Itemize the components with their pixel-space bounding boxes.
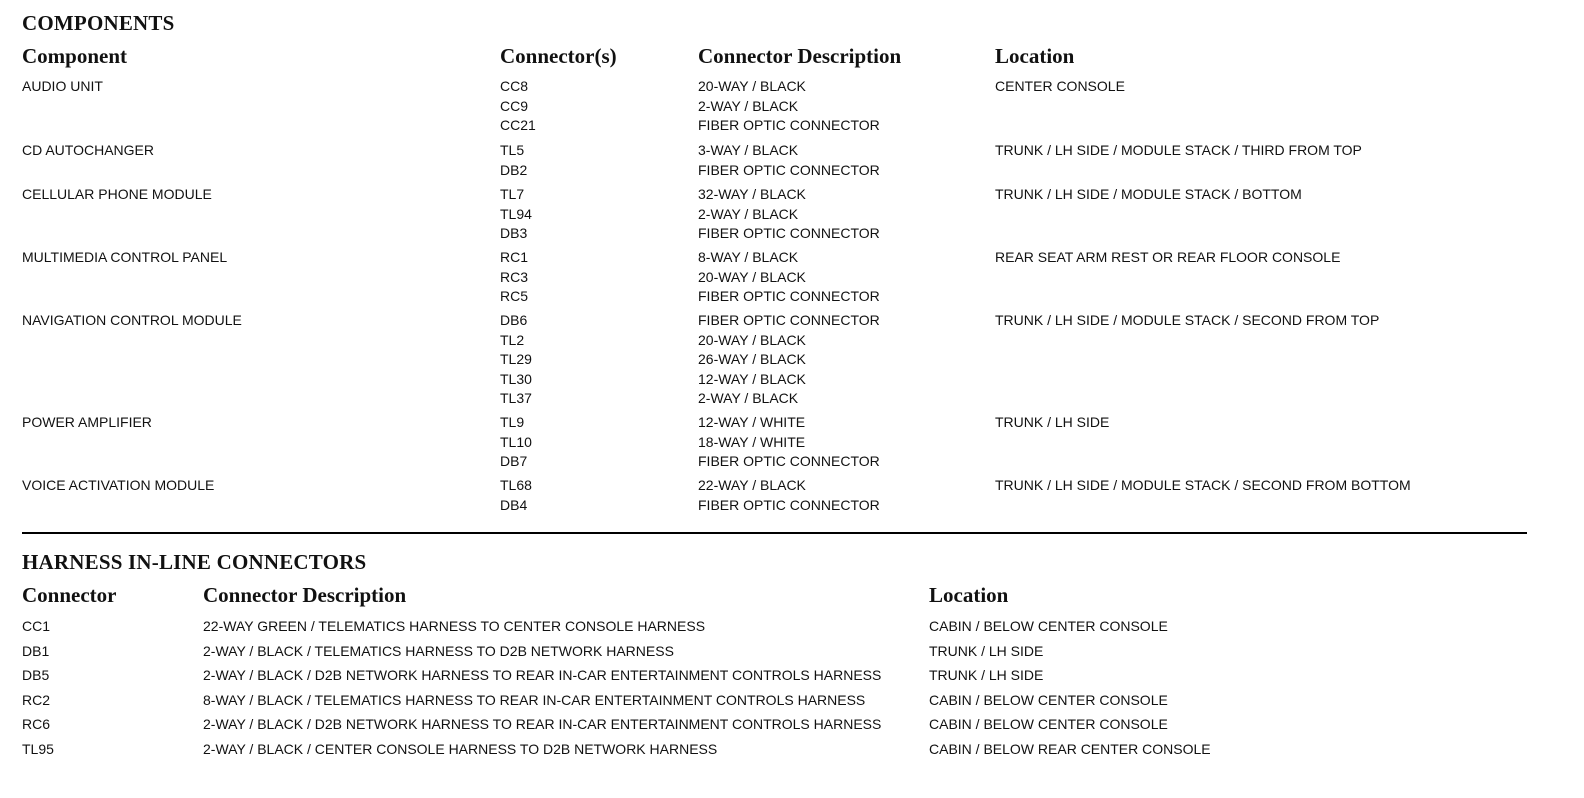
components-title: COMPONENTS [22,11,175,35]
harness-connector-description: 2-WAY / BLACK / TELEMATICS HARNESS TO D2B NETWORK HARNESS [203,642,674,659]
connector-description: 12-WAY / BLACK [698,370,806,387]
connector-description: 20-WAY / BLACK [698,268,806,285]
connector-description: 20-WAY / BLACK [698,331,806,348]
connector-description: FIBER OPTIC CONNECTOR [698,453,880,469]
connector-description: 22-WAY / BLACK [698,477,806,493]
connector-id: TL9 [500,414,525,430]
connector-id: TL10 [500,433,532,450]
harness-connector-location: CABIN / BELOW CENTER CONSOLE [929,716,1168,733]
component-location: TRUNK / LH SIDE / MODULE STACK / SECOND FROM BOTTOM [995,477,1411,493]
harness-header-description: Connector Description [203,583,407,607]
connector-description: 18-WAY / WHITE [698,433,806,450]
harness-connector-description: 22-WAY GREEN / TELEMATICS HARNESS TO CENTER CONSOLE HARNESS [203,618,706,634]
connector-id: DB7 [500,453,528,469]
connector-description: FIBER OPTIC CONNECTOR [698,161,880,178]
connector-id: TL37 [500,390,532,406]
connector-id: RC3 [500,268,529,285]
component-location: TRUNK / LH SIDE / MODULE STACK / THIRD FROM TOP [995,142,1362,158]
connector-id: RC5 [500,288,529,304]
connector-description: FIBER OPTIC CONNECTOR [698,312,880,328]
connector-id: TL30 [500,370,532,387]
header-component: Component [22,44,128,68]
harness-connector-location: CABIN / BELOW CENTER CONSOLE [929,618,1168,634]
connector-id: TL94 [500,205,532,222]
component-location: TRUNK / LH SIDE / MODULE STACK / SECOND FROM TOP [995,312,1380,328]
harness-connector-id: RC2 [22,691,51,708]
connector-id: TL29 [500,351,532,367]
header-connector-description: Connector Description [698,44,902,68]
component-name: CD AUTOCHANGER [22,142,154,158]
component-name: AUDIO UNIT [22,78,103,94]
harness-title: HARNESS IN-LINE CONNECTORS [22,550,367,574]
connector-description: 20-WAY / BLACK [698,78,806,94]
harness-connector-description: 2-WAY / BLACK / D2B NETWORK HARNESS TO REAR IN-CAR ENTERTAINMENT CONTROLS HARNESS [203,667,882,684]
component-name: VOICE ACTIVATION MODULE [22,477,215,493]
component-name: POWER AMPLIFIER [22,414,152,430]
connector-description: FIBER OPTIC CONNECTOR [698,496,880,513]
harness-connector-location: TRUNK / LH SIDE [929,667,1044,684]
connector-description: FIBER OPTIC CONNECTOR [698,225,880,241]
connector-id: TL7 [500,186,525,202]
component-name: MULTIMEDIA CONTROL PANEL [22,249,228,265]
header-location: Location [995,44,1075,68]
harness-connector-id: RC6 [22,716,51,733]
harness-connector-id: DB1 [22,642,50,659]
harness-connector-id: TL95 [22,741,54,757]
harness-connector-location: CABIN / BELOW CENTER CONSOLE [929,691,1168,708]
section-divider [22,532,1527,534]
connector-description: 8-WAY / BLACK [698,249,799,265]
harness-header-location: Location [929,583,1009,607]
harness-connector-location: TRUNK / LH SIDE [929,642,1044,659]
component-name: NAVIGATION CONTROL MODULE [22,312,242,328]
connector-id: TL2 [500,331,525,348]
connector-description: FIBER OPTIC CONNECTOR [698,288,880,304]
harness-header-connector: Connector [22,583,117,607]
connector-id: DB2 [500,161,528,178]
component-location: TRUNK / LH SIDE [995,414,1110,430]
header-connectors: Connector(s) [500,44,617,68]
connector-id: TL68 [500,477,532,493]
connector-description: 26-WAY / BLACK [698,351,806,367]
component-location: TRUNK / LH SIDE / MODULE STACK / BOTTOM [995,186,1302,202]
harness-connector-id: DB5 [22,667,50,684]
component-location: CENTER CONSOLE [995,78,1125,94]
harness-connector-id: CC1 [22,618,51,634]
connector-id: DB3 [500,225,528,241]
connector-description: FIBER OPTIC CONNECTOR [698,117,880,133]
connector-description: 3-WAY / BLACK [698,142,799,158]
connector-id: RC1 [500,249,529,265]
harness-connector-description: 2-WAY / BLACK / CENTER CONSOLE HARNESS TO D2B NETWORK HARNESS [203,741,718,757]
connector-id: TL5 [500,142,525,158]
connector-description: 2-WAY / BLACK [698,97,799,114]
connector-description: 2-WAY / BLACK [698,205,799,222]
connector-description: 2-WAY / BLACK [698,390,799,406]
harness-connector-description: 8-WAY / BLACK / TELEMATICS HARNESS TO REAR IN-CAR ENTERTAINMENT CONTROLS HARNESS [203,691,866,708]
connector-description: 12-WAY / WHITE [698,414,806,430]
harness-connector-description: 2-WAY / BLACK / D2B NETWORK HARNESS TO REAR IN-CAR ENTERTAINMENT CONTROLS HARNESS [203,716,882,733]
component-location: REAR SEAT ARM REST OR REAR FLOOR CONSOLE [995,249,1341,265]
component-name: CELLULAR PHONE MODULE [22,186,212,202]
connector-description: 32-WAY / BLACK [698,186,806,202]
connector-id: CC8 [500,78,529,94]
harness-connector-location: CABIN / BELOW REAR CENTER CONSOLE [929,741,1211,757]
connector-id: CC9 [500,97,529,114]
connector-id: CC21 [500,117,536,133]
connector-id: DB6 [500,312,528,328]
connector-id: DB4 [500,496,528,513]
